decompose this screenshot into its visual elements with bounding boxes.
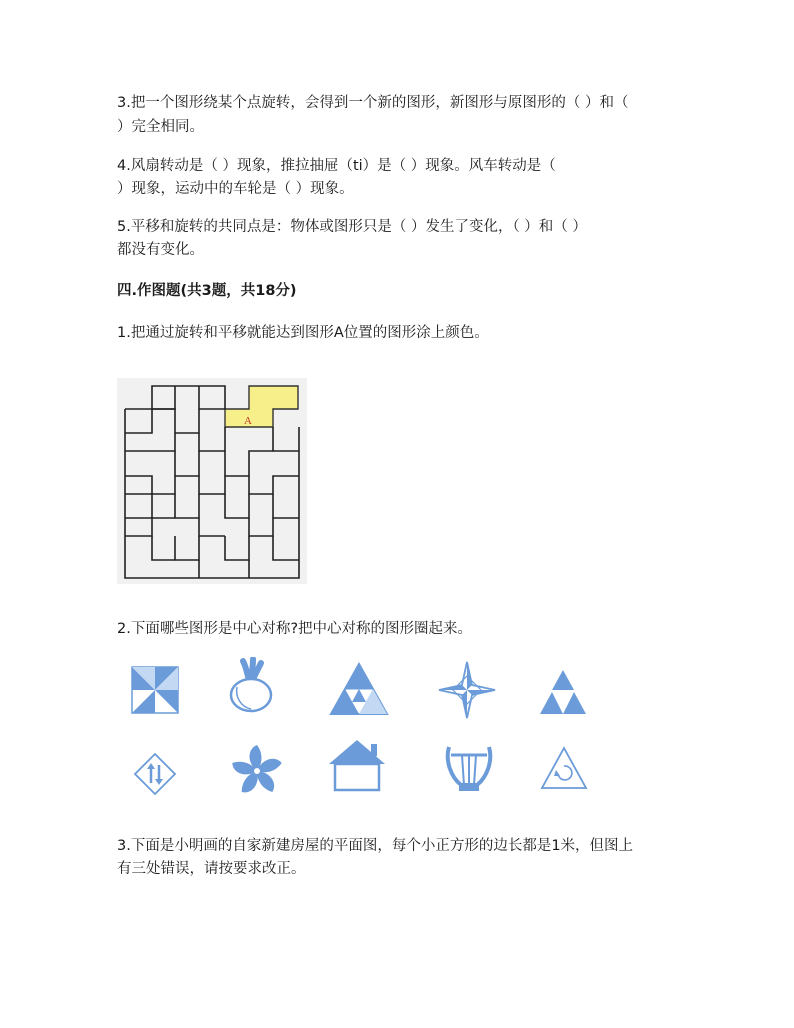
figure-label-a: A xyxy=(244,415,252,427)
section-heading: 四.作图题(共3题，共18分) xyxy=(117,283,297,299)
house-icon xyxy=(327,738,387,794)
draw-q3-line1: 3.下面是小明画的自家新建房屋的平面图，每个小正方形的边长都是1米，但图上 xyxy=(117,838,634,854)
pinwheel-icon xyxy=(129,664,181,716)
q5-line2: 都没有变化。 xyxy=(117,242,204,258)
compass-star-icon xyxy=(437,660,497,720)
tile-maze-figure xyxy=(117,378,307,584)
q5-line1: 5.平移和旋转的共同点是：物体或图形只是（ ）发生了变化，（ ）和（ ） xyxy=(117,219,587,235)
lyre-icon xyxy=(443,741,495,795)
q3-line2: ）完全相同。 xyxy=(117,119,204,135)
draw-q3-line2: 有三处错误，请按要求改正。 xyxy=(117,861,306,877)
q4-line1: 4.风扇转动是（ ）现象，推拉抽屉（ti）是（ ）现象。风车转动是（ xyxy=(117,158,556,174)
bauhinia-flower-icon xyxy=(229,743,285,799)
draw-q2-text: 2.下面哪些图形是中心对称?把中心对称的图形圈起来。 xyxy=(117,621,473,637)
q3-line1: 3.把一个图形绕某个点旋转，会得到一个新的图形，新图形与原图形的（ ）和（ xyxy=(117,95,629,111)
triforce-icon xyxy=(538,668,588,716)
recycle-triangle-icon xyxy=(540,746,588,790)
triangle-pattern-icon xyxy=(329,662,389,716)
q4-line2: ）现象，运动中的车轮是（ ）现象。 xyxy=(117,181,354,197)
arrows-diamond-icon xyxy=(133,752,177,796)
draw-q1-text: 1.把通过旋转和平移就能达到图形A位置的图形涂上颜色。 xyxy=(117,325,489,341)
radish-icon xyxy=(223,657,279,717)
